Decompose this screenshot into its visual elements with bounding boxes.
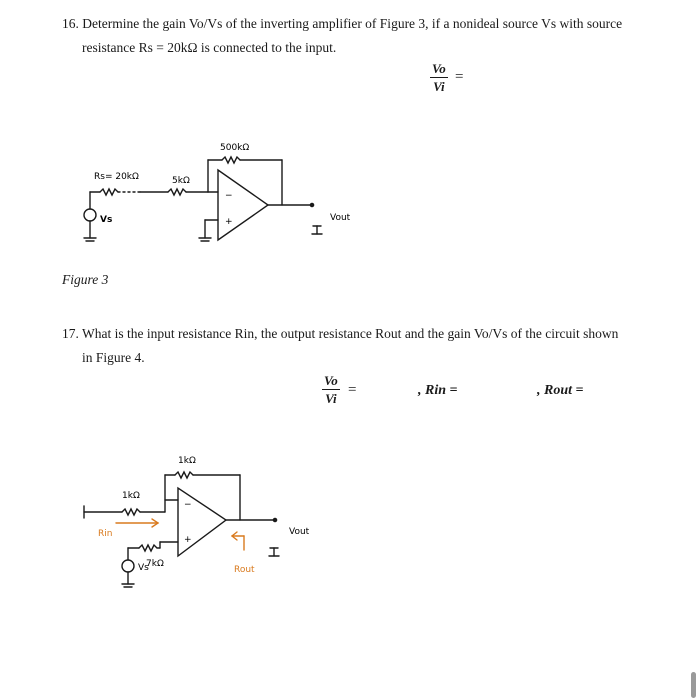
r1-label: 5kΩ bbox=[172, 176, 190, 186]
scrollbar[interactable] bbox=[691, 672, 696, 698]
vout-label: Vout bbox=[330, 213, 351, 223]
vout-label: Vout bbox=[289, 527, 310, 537]
vs-label: Vs bbox=[100, 215, 113, 225]
minus-terminal: − bbox=[225, 191, 233, 201]
rout-equation: , Rout = bbox=[537, 383, 584, 398]
fraction-numerator: Vo bbox=[324, 373, 338, 388]
vs-label: Vs bbox=[138, 563, 149, 573]
equals-sign: = bbox=[455, 69, 464, 85]
fraction-denominator: Vi bbox=[325, 391, 337, 406]
r1-label: 1kΩ bbox=[122, 491, 140, 501]
rin-equation: , Rin = bbox=[418, 383, 458, 398]
question-17-line2: in Figure 4. bbox=[82, 350, 145, 365]
resistor-r1-icon bbox=[122, 509, 140, 515]
resistor-r2-icon bbox=[139, 545, 160, 551]
resistor-rf-icon bbox=[175, 472, 193, 478]
rout-label: Rout bbox=[234, 565, 255, 575]
fraction-numerator: Vo bbox=[432, 61, 446, 76]
equals-sign: = bbox=[348, 382, 357, 398]
voltage-source-icon bbox=[122, 560, 134, 572]
question-16-line1: 16. Determine the gain Vo/Vs of the inverting amplifier of Figure 3, if a nonideal source Vs with source bbox=[62, 16, 623, 31]
question-16-line2: resistance Rs = 20kΩ is connected to the input. bbox=[82, 40, 337, 55]
minus-terminal: − bbox=[184, 500, 192, 510]
fraction-denominator: Vi bbox=[433, 79, 445, 94]
plus-terminal: + bbox=[184, 535, 192, 545]
rf-label: 1kΩ bbox=[178, 456, 196, 466]
figure-3-caption: Figure 3 bbox=[62, 272, 109, 287]
rf-label: 500kΩ bbox=[220, 143, 250, 153]
question-17-line1: 17. What is the input resistance Rin, the output resistance Rout and the gain Vo/Vs of the circuit shown bbox=[62, 326, 619, 341]
rin-label: Rin bbox=[98, 529, 113, 539]
op-amp-icon bbox=[178, 488, 226, 556]
plus-terminal: + bbox=[225, 217, 233, 227]
r2-label: 7kΩ bbox=[146, 559, 164, 569]
rs-label: Rs= 20kΩ bbox=[94, 172, 139, 182]
